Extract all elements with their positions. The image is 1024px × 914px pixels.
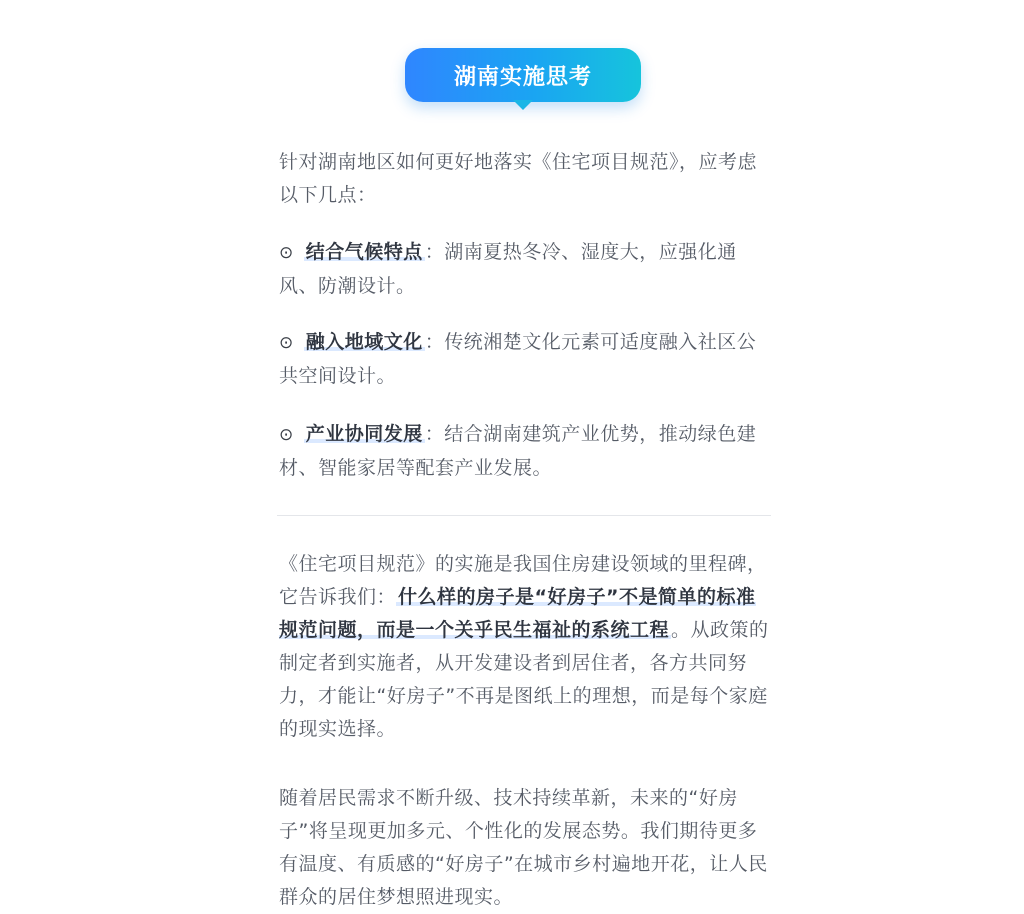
conclusion-emphasis: 什么样的房子是“好房子”不是简单的标准规范问题，而是一个关乎民生福祉的系统工程 <box>279 586 756 641</box>
bullet-item-industry <box>279 418 771 485</box>
conclusion-lead: 《住宅项目规范》的实施是我国住房建设领域的里程碑，它告诉我们： <box>279 553 767 608</box>
section-title-badge <box>405 48 641 114</box>
bullet-text: ：结合湖南建筑产业优势，推动绿色建材、智能家居等配套产业发展。 <box>279 423 757 479</box>
closing-paragraph: 随着居民需求不断升级、技术持续革新，未来的“好房子”将呈现更加多元、个性化的发展态势。我们期待更多有温度、有质感的“好房子”在城市乡村遍地开花，让人民群众的居住梦想照进现实。 <box>279 787 768 908</box>
section-title: 湖南实施思考 <box>405 48 641 102</box>
conclusion-paragraph <box>279 548 771 746</box>
section-divider <box>277 515 771 516</box>
circle-dot-icon: ⊙ <box>279 425 294 445</box>
bullet-heading: 产业协同发展 <box>305 423 423 445</box>
bullet-text: ：传统湘楚文化元素可适度融入社区公共空间设计。 <box>279 331 757 387</box>
bullet-item-culture <box>279 326 771 393</box>
title-pointer <box>513 100 533 110</box>
bullet-item-climate <box>279 236 771 303</box>
bullet-heading: 融入地域文化 <box>305 331 423 353</box>
bullet-text: ：湖南夏热冬冷、湿度大，应强化通风、防潮设计。 <box>279 241 737 297</box>
conclusion-tail: 。从政策的制定者到实施者，从开发建设者到居住者，各方共同努力，才能让“好房子”不再是图纸上的理想，而是每个家庭的现实选择。 <box>279 619 769 740</box>
bullet-heading: 结合气候特点 <box>305 241 423 263</box>
intro-paragraph: 针对湖南地区如何更好地落实《住宅项目规范》，应考虑以下几点： <box>279 151 758 206</box>
circle-dot-icon: ⊙ <box>279 243 294 263</box>
circle-dot-icon: ⊙ <box>279 333 294 353</box>
